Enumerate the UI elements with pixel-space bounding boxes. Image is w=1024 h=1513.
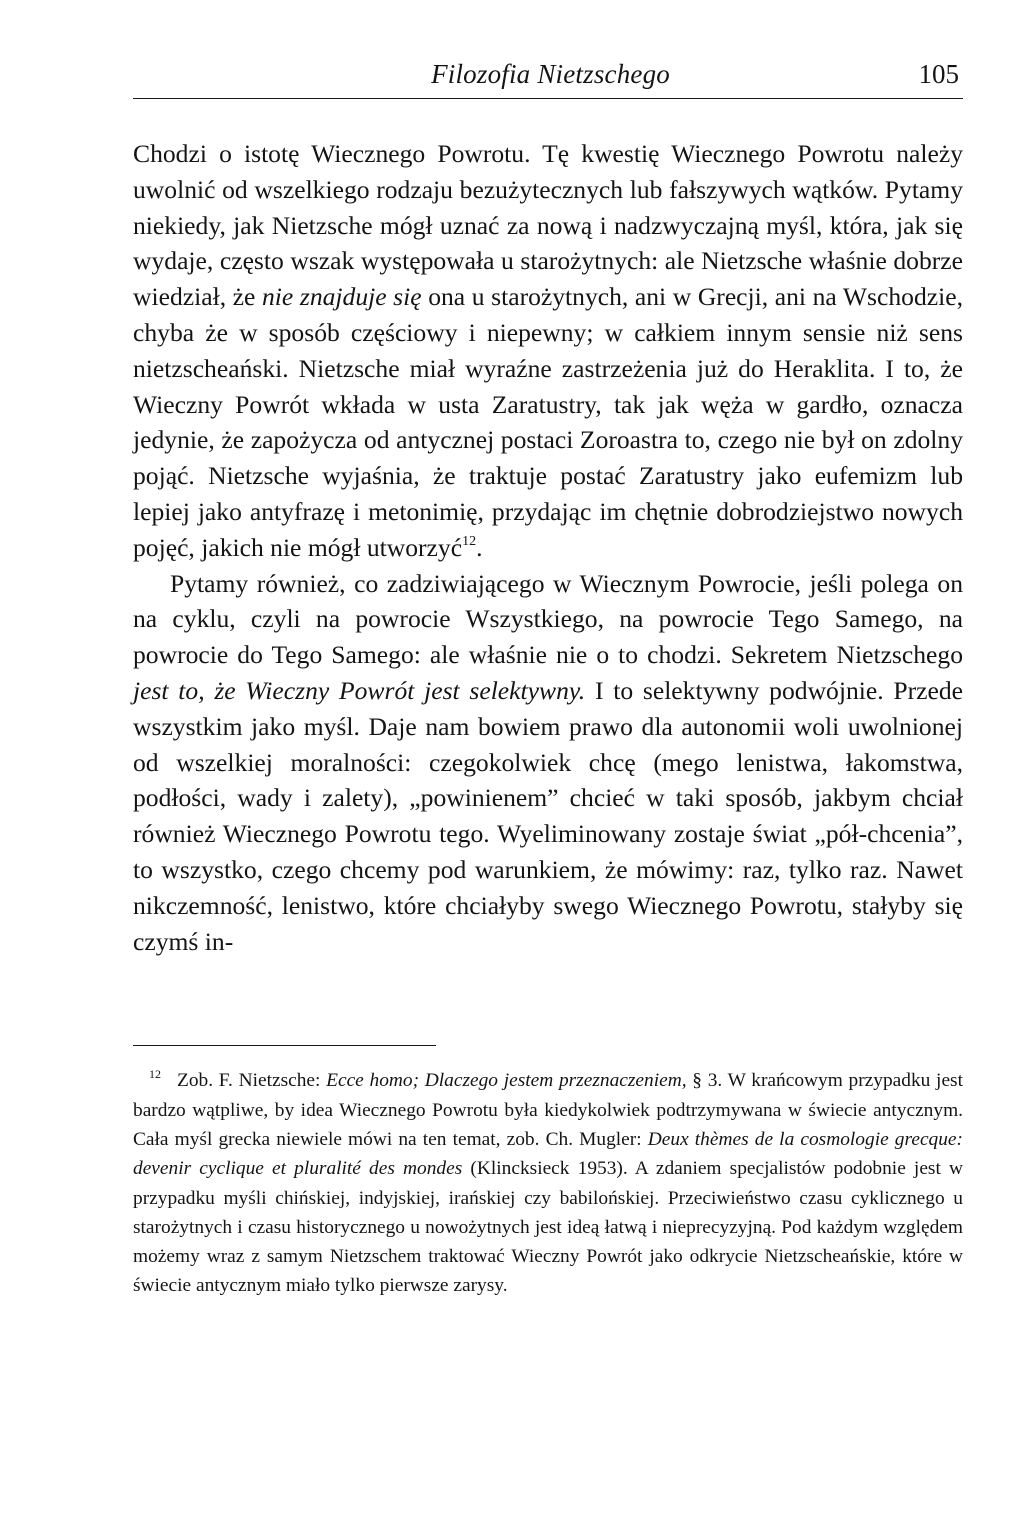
text-run: § 3. W krańcowym przypadku jest bardzo wątpliwe, by idea Wiecznego Powrotu była kiedykolwiek podtrzymywana w świecie antycznym. Cała myśl grecka niewiele mówi na ten temat, zob. Ch. Mugler:	[133, 1070, 963, 1150]
paragraph-2	[133, 566, 963, 960]
italic-text: nie znajduje się	[262, 282, 422, 312]
paragraph-1	[133, 136, 963, 566]
italic-text: jest to, że Wieczny Powrót jest selektywny.	[133, 675, 586, 705]
footnote-reference: 12	[462, 533, 477, 549]
footnote-marker: 12	[149, 1067, 161, 1082]
page-number: 105	[918, 59, 959, 89]
text-run: ona u starożytnych, ani w Grecji, ani na Wschodzie, chyba że w sposób częściowy i niepewny; w całkiem innym sensie niż sens nietzscheański. Nietzsche miał wyraźne zastrzeżenia już do Heraklita. I to, że Wieczny Powrót wkłada w usta Zaratustry, tak jak węża w gardło, oznacza jedynie, że zapożycza od antycznej postaci Zoroastra to, czego nie był on zdolny pojąć. Nietzsche wyjaśnia, że traktuje postać Zaratustry jako eufemizm lub lepiej jako antyfrazę i metonimię, przydając im chętnie dobrodziejstwo nowych pojęć, jakich nie mógł utworzyć	[133, 282, 963, 562]
body-text	[133, 136, 963, 959]
text-run: Zob. F. Nietzsche:	[177, 1070, 327, 1092]
text-run: .	[476, 532, 483, 562]
footnote-separator	[133, 1045, 436, 1046]
italic-text: Deux thèmes de la cosmologie grecque: devenir cyclique et pluralité des mondes	[133, 1128, 963, 1180]
running-head	[133, 52, 963, 99]
footnotes	[133, 1066, 963, 1300]
italic-text: Ecce homo; Dlaczego jestem przeznaczeniem,	[326, 1070, 687, 1092]
footnote-12	[133, 1066, 963, 1300]
running-title: Filozofia Nietzschego	[431, 59, 670, 89]
text-run: Pytamy również, co zadziwiającego w Wiecznym Powrocie, jeśli polega on na cyklu, czyli na powrocie Wszystkiego, na powrocie Tego Samego, na powrocie do Tego Samego: ale właśnie nie o to chodzi. Sekretem Nietzschego	[133, 568, 963, 670]
footnote-text	[133, 1070, 963, 1296]
book-page	[133, 52, 963, 1301]
text-run: (Klincksieck 1953). A zdaniem specjalistów podobnie jest w przypadku myśli chińskiej, indyjskiej, irańskiej czy babilońskiej. Przeciwieństwo czasu cyklicznego u starożytnych i czasu historycznego u nowożytnych jest ideą łatwą i nieprecyzyjną. Pod każdym względem możemy wraz z samym Nietzschem traktować Wieczny Powrót jako odkrycie Nietzscheańskie, które w świecie antycznym miało tylko pierwsze zarysy.	[133, 1158, 963, 1297]
text-run: I to selektywny podwójnie. Przede wszystkim jako myśl. Daje nam bowiem prawo dla autonomii woli uwolnionej od wszelkiej moralności: czegokolwiek chcę (mego lenistwa, łakomstwa, podłości, wady i zalety), „powinienem” chcieć w taki sposób, jakbym chciał również Wiecznego Powrotu tego. Wyeliminowany zostaje świat „pół-chcenia”, to wszystko, czego chcemy pod warunkiem, że mówimy: raz, tylko raz. Nawet nikczemność, lenistwo, które chciałyby swego Wiecznego Powrotu, stałyby się czymś in-	[133, 675, 964, 956]
text-run: Chodzi o istotę Wiecznego Powrotu. Tę kwestię Wiecznego Powrotu należy uwolnić od wszelkiego rodzaju bezużytecznych lub fałszywych wątków. Pytamy niekiedy, jak Nietzsche mógł uznać za nową i nadzwyczajną myśl, która, jak się wydaje, często wszak występowała u starożytnych: ale Nietzsche właśnie dobrze wiedział, że	[133, 139, 963, 312]
